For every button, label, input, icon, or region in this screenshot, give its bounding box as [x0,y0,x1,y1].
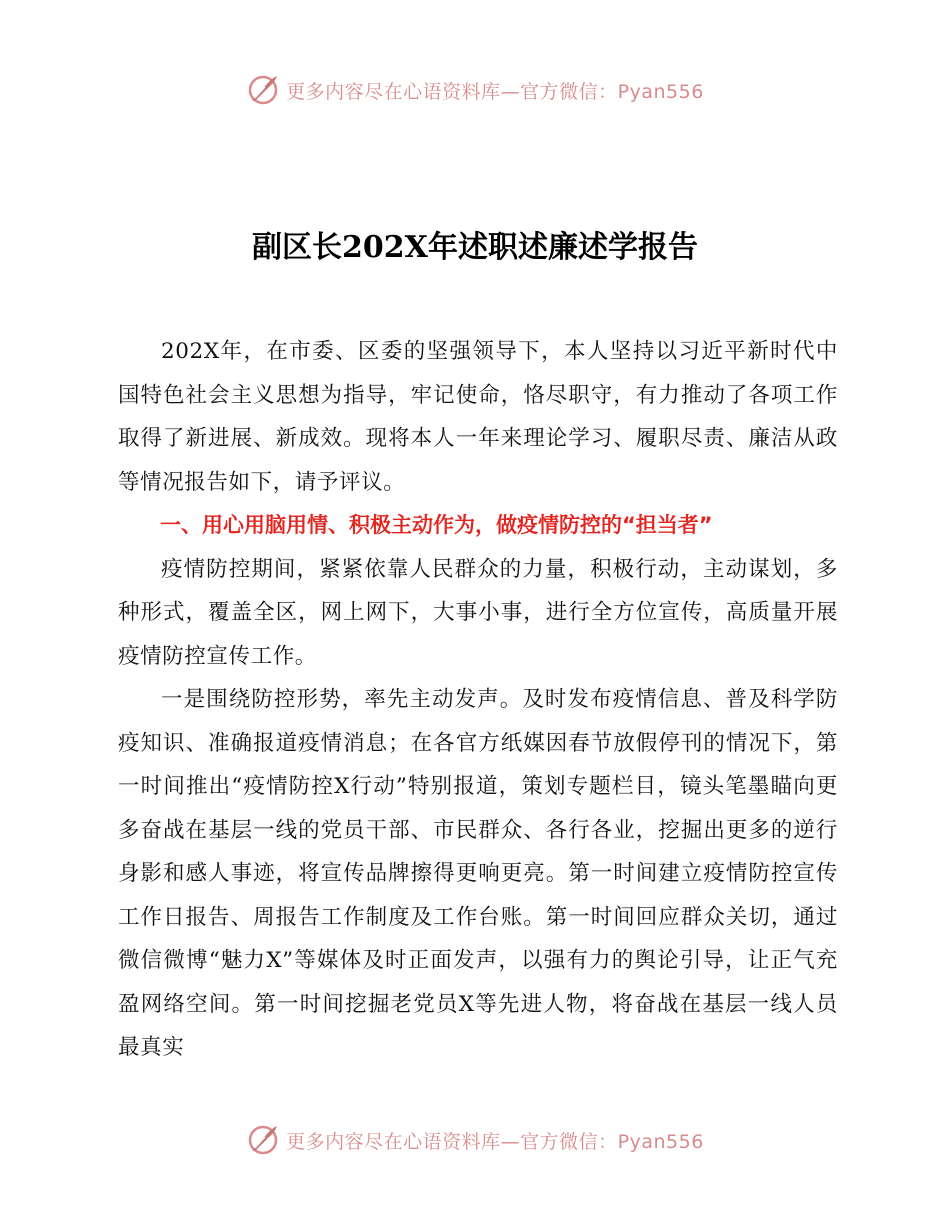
document-body [118,330,838,1070]
body-paragraph: 一是围绕防控形势，率先主动发声。及时发布疫情信息、普及科学防疫知识、准确报道疫情消息；在各官方纸媒因春节放假停刊的情况下，第一时间推出“疫情防控X行动”特别报道，策划专题栏目，镜头笔墨瞄向更多奋战在基层一线的党员干部、市民群众、各行各业，挖掘出更多的逆行身影和感人事迹，将宣传品牌擦得更响更亮。第一时间建立疫情防控宣传工作日报告、周报告工作制度及工作台账。第一时间回应群众关切，通过微信微博“魅力X”等媒体及时正面发声，以强有力的舆论引导，让正气充盈网络空间。第一时间挖掘老党员X等先进人物，将奋战在基层一线人员最真实 [118,687,838,1060]
watermark-text: 更多内容尽在心语资料库—官方微信：Pyan556 [286,80,704,103]
quill-logo-icon [246,1123,280,1157]
intro-paragraph: 202X年，在市委、区委的坚强领导下，本人坚持以习近平新时代中国特色社会主义思想为指导，牢记使命，恪尽职守，有力推动了各项工作取得了新进展、新成效。现将本人一年来理论学习、履职尽责、廉洁从政等情况报告如下，请予评议。 [118,339,838,495]
body-paragraph: 疫情防控期间，紧紧依靠人民群众的力量，积极行动，主动谋划，多种形式，覆盖全区，网上网下，大事小事，进行全方位宣传，高质量开展疫情防控宣传工作。 [118,556,838,669]
quill-logo-icon [246,73,280,107]
watermark-text: 更多内容尽在心语资料库—官方微信：Pyan556 [286,1130,704,1153]
footer-watermark [0,1120,950,1160]
header-watermark [0,70,950,110]
document-title: 副区长202X年述职述廉述学报告 [252,230,698,265]
section-heading: 一、用心用脑用情、积极主动作为，做疫情防控的“担当者” [160,513,713,537]
